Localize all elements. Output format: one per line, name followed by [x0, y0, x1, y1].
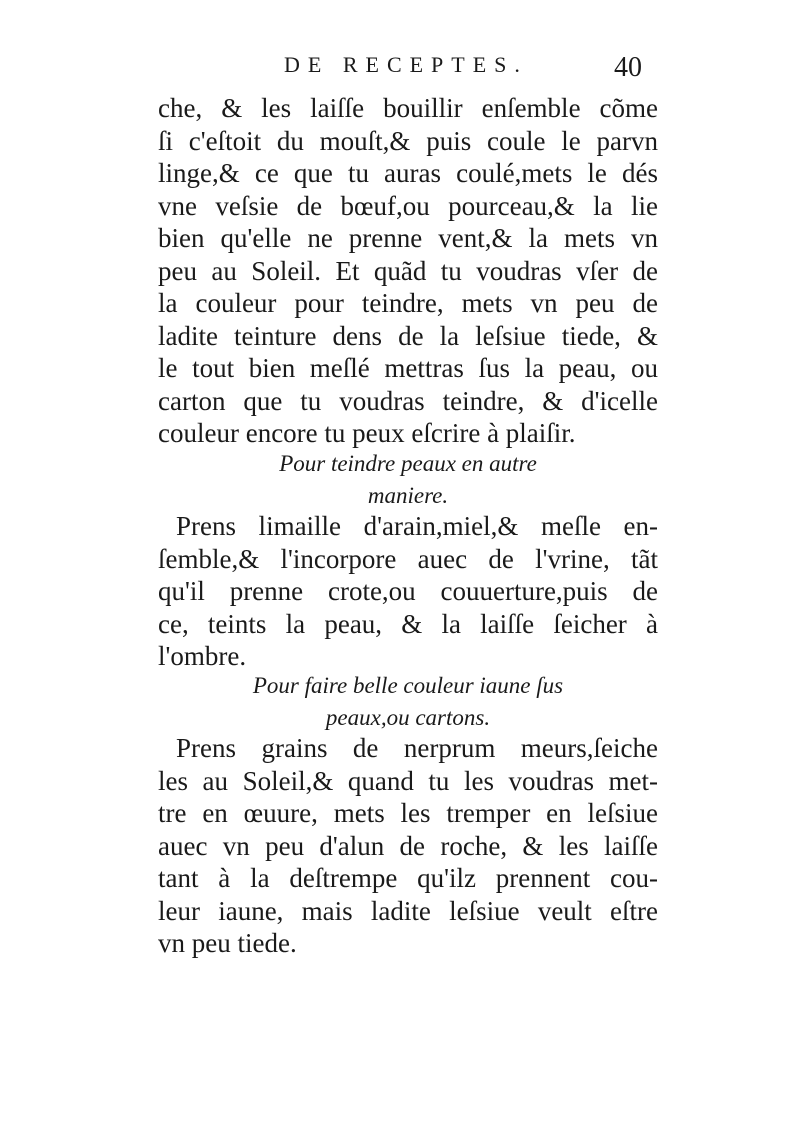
text-line: ſi c'eſtoit du mouſt,& puis coule le parvn — [158, 125, 658, 156]
heading-line: Pour faire belle couleur iaune ſus — [252, 673, 564, 698]
text-line: Prens limaille d'arain,miel,& meſle en- — [176, 511, 658, 541]
heading-line: maniere. — [367, 483, 449, 508]
text-line: tre en œuure, mets les tremper en leſsiue — [158, 798, 658, 828]
text-line: bien qu'elle ne prenne vent,& la mets vn — [158, 223, 658, 253]
recipe-heading — [158, 670, 658, 734]
text-line: linge,& ce que tu auras coulé,mets le dés — [158, 158, 658, 188]
text-line: auec vn peu d'alun de roche, & les laiſſe — [158, 830, 658, 861]
text-line: peu au Soleil. Et quãd tu voudras vſer de — [158, 255, 658, 286]
text-line: ce, teints la peau, & la laiſſe ſeicher à — [158, 608, 658, 639]
running-title: DE RECEPTES. — [284, 52, 528, 77]
heading-line: Pour teindre peaux en autre — [279, 451, 537, 476]
text-line: tant à la deſtrempe qu'ilz prennent cou- — [158, 863, 658, 893]
text-line: ſemble,& l'incorpore auec de l'vrine, tãt — [158, 543, 658, 574]
text-line: qu'il prenne crote,ou couuerture,puis de — [158, 576, 658, 606]
paragraph-continuation — [158, 92, 658, 450]
text-line: l'ombre. — [158, 641, 247, 671]
recipe-paragraph — [158, 510, 658, 673]
recipe-paragraph — [158, 732, 658, 960]
text-line: leur iaune, mais ladite leſsiue veult eſtre — [158, 895, 658, 926]
text-line: ladite teinture dens de la leſsiue tiede, & — [158, 320, 658, 351]
text-line: couleur encore tu peux eſcrire à plaiſir. — [158, 418, 576, 448]
text-line: la couleur pour teindre, mets vn peu de — [158, 288, 658, 318]
text-line: Prens grains de nerprum meurs,ſeiche — [176, 733, 658, 763]
text-line: vn peu tiede. — [158, 928, 297, 958]
text-line: carton que tu voudras teindre, & d'icelle — [158, 385, 658, 416]
text-line: che, & les laiſſe bouillir enſemble cõme — [158, 93, 658, 123]
text-line: le tout bien meſlé mettras ſus la peau, ou — [158, 353, 658, 383]
text-line: les au Soleil,& quand tu les voudras met- — [158, 765, 658, 796]
heading-line: peaux,ou cartons. — [325, 705, 491, 730]
recipe-heading — [158, 448, 658, 512]
text-line: vne veſsie de bœuf,ou pourceau,& la lie — [158, 190, 658, 221]
page-number: 40 — [614, 52, 642, 83]
